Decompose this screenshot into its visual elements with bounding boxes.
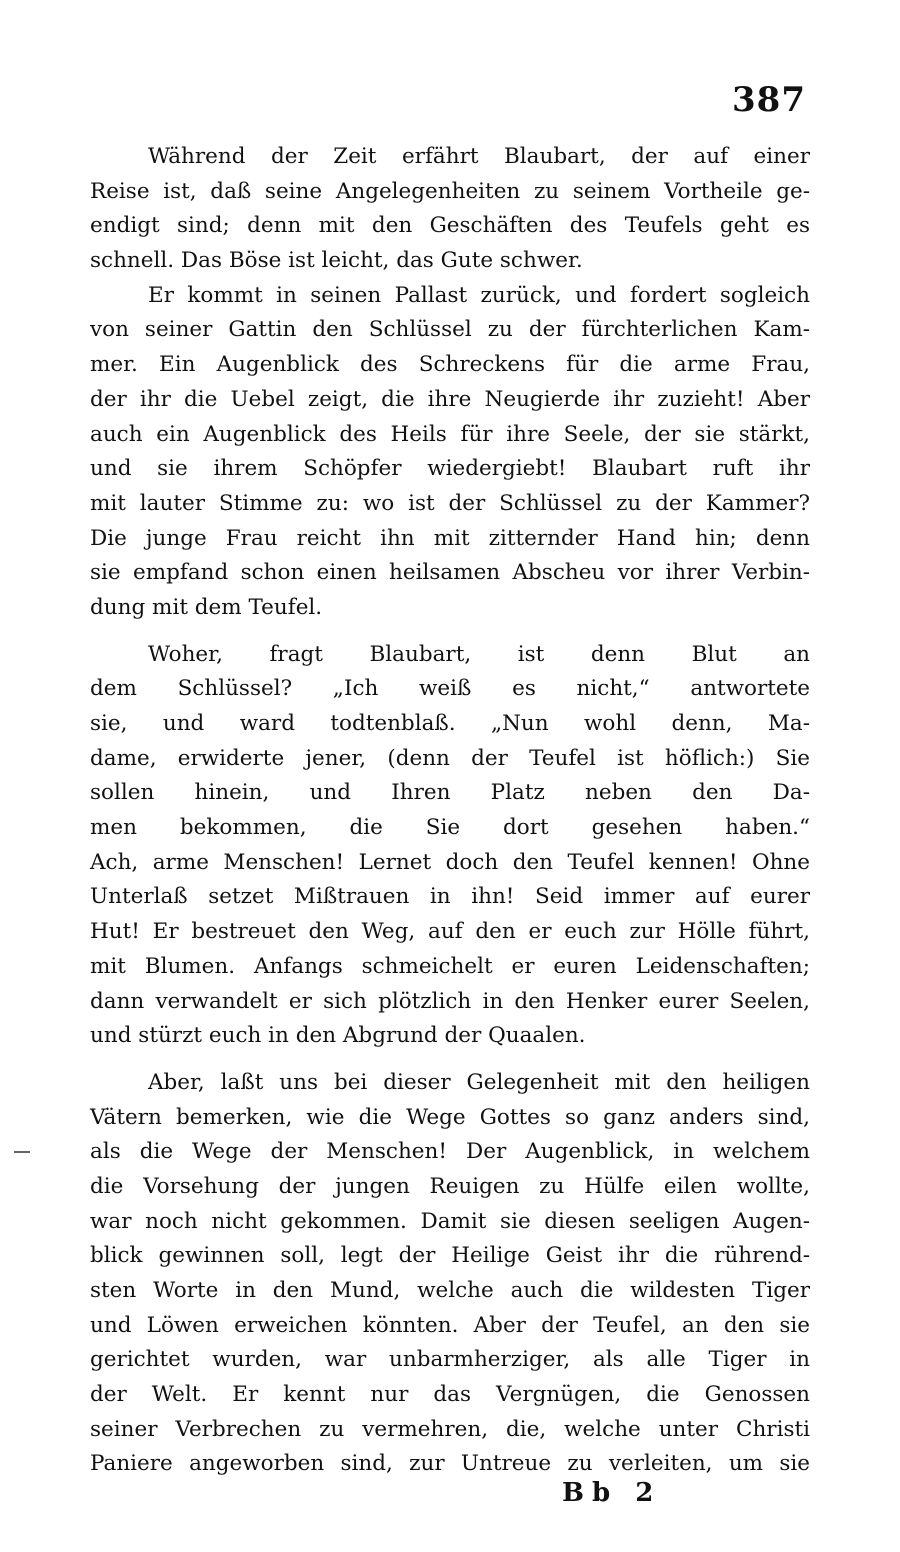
text-line: mer. Ein Augenblick des Schreckens für die arme Frau,	[90, 352, 810, 378]
paragraph-gap	[90, 626, 810, 638]
text-line: der Welt. Er kennt nur das Vergnügen, die Genossen	[90, 1382, 810, 1408]
text-line: Aber, laßt uns bei dieser Gelegenheit mit den heiligen	[148, 1069, 810, 1095]
text-line: Während der Zeit erfährt Blaubart, der auf einer	[148, 144, 810, 169]
text-line: war noch nicht gekommen. Damit sie diesen seeligen Augen-	[90, 1208, 810, 1234]
paragraph-gap	[90, 1054, 810, 1066]
text-line: sollen hinein, und Ihren Platz neben den Da-	[90, 780, 810, 806]
text-line: dung mit dem Teufel.	[90, 594, 323, 620]
text-line: und sie ihrem Schöpfer wiedergiebt! Blaubart ruft ihr	[90, 456, 810, 482]
paragraph	[90, 140, 810, 279]
text-line: und Löwen erweichen könnten. Aber der Teufel, an den sie	[90, 1312, 810, 1338]
text-line: dann verwandelt er sich plötzlich in den Henker eurer Seelen,	[90, 988, 810, 1014]
text-line: und stürzt euch in den Abgrund der Quaalen.	[90, 1023, 586, 1049]
text-line: mit lauter Stimme zu: wo ist der Schlüssel zu der Kammer?	[90, 490, 810, 516]
text-line: endigt sind; denn mit den Geschäften des Teufels geht es	[90, 213, 810, 239]
text-line: seiner Verbrechen zu vermehren, die, welche unter Christi	[90, 1416, 810, 1442]
text-line: Ach, arme Menschen! Lernet doch den Teufel kennen! Ohne	[90, 849, 810, 875]
signature-mark: Bb 2	[562, 1478, 662, 1508]
text-line: Hut! Er bestreuet den Weg, auf den er euch zur Hölle führt,	[90, 919, 810, 945]
body-text	[90, 140, 810, 1482]
text-line: als die Wege der Menschen! Der Augenblick, in welchem	[90, 1139, 810, 1165]
text-line: Er kommt in seinen Pallast zurück, und fordert sogleich	[148, 282, 810, 308]
text-line: Unterlaß setzet Mißtrauen in ihn! Seid immer auf eurer	[90, 884, 810, 910]
text-line: gerichtet wurden, war unbarmherziger, als alle Tiger in	[90, 1347, 810, 1373]
text-line: die Vorsehung der jungen Reuigen zu Hülfe eilen wollte,	[90, 1173, 810, 1199]
text-line: Reise ist, daß seine Angelegenheiten zu seinem Vortheile ge-	[90, 178, 810, 204]
text-line: sten Worte in den Mund, welche auch die wildesten Tiger	[90, 1278, 810, 1303]
page-number: 387	[732, 80, 806, 120]
text-line: Paniere angeworben sind, zur Untreue zu verleiten, um sie	[90, 1451, 810, 1477]
margin-mark	[14, 1151, 30, 1153]
text-line: men bekommen, die Sie dort gesehen haben.“	[90, 815, 810, 841]
text-line: sie empfand schon einen heilsamen Abscheu vor ihrer Verbin-	[90, 560, 810, 586]
text-line: blick gewinnen soll, legt der Heilige Geist ihr die rührend-	[90, 1243, 810, 1269]
text-line: dame, erwiderte jener, (denn der Teufel ist höflich:) Sie	[90, 745, 810, 771]
paragraph	[90, 1066, 810, 1482]
text-line: sie, und ward todtenblaß. „Nun wohl denn, Ma-	[90, 711, 810, 736]
text-line: der ihr die Uebel zeigt, die ihre Neugierde ihr zuzieht! Aber	[90, 386, 810, 412]
text-line: von seiner Gattin den Schlüssel zu der fürchterlichen Kam-	[90, 317, 810, 343]
text-line: Vätern bemerken, wie die Wege Gottes so ganz anders sind,	[90, 1104, 810, 1130]
paragraph	[90, 638, 810, 1054]
text-line: dem Schlüssel? „Ich weiß es nicht,“ antwortete	[90, 676, 810, 702]
text-line: Die junge Frau reicht ihn mit zitternder Hand hin; denn	[90, 525, 810, 551]
text-line: schnell. Das Böse ist leicht, das Gute schwer.	[90, 248, 583, 274]
text-line: mit Blumen. Anfangs schmeichelt er euren Leidenschaften;	[90, 953, 810, 979]
paragraph	[90, 279, 810, 626]
text-line: Woher, fragt Blaubart, ist denn Blut an	[148, 641, 810, 667]
text-line: auch ein Augenblick des Heils für ihre Seele, der sie stärkt,	[90, 421, 810, 447]
